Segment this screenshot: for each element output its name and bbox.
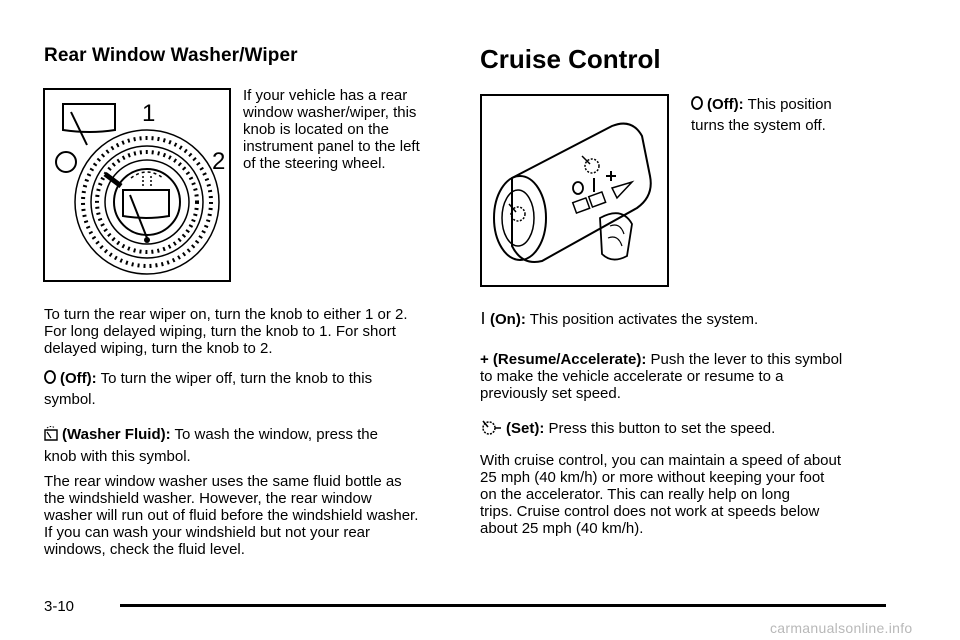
position-2-label: 2 xyxy=(212,148,226,175)
cruise-on-item: (On): This position activates the system. xyxy=(480,311,758,329)
watermark-text: carmanualsonline.info xyxy=(770,620,913,636)
cruise-resume-item: + (Resume/Accelerate): Push the lever to this symbol to make the vehicle accelerate or resume to a previously set speed. xyxy=(480,351,843,402)
off-circle-icon xyxy=(44,370,56,388)
cruise-set-item: (Set): Press this button to set the speed. xyxy=(480,418,775,440)
position-1-label: 1 xyxy=(142,100,156,127)
rear-wiper-intro: If your vehicle has a rear window washer/wiper, this knob is located on the instrument panel to the left of the steering wheel. xyxy=(243,87,420,172)
cruise-lever-illustration xyxy=(482,96,667,285)
cruise-off-item: (Off): This position turns the system off. xyxy=(691,96,832,135)
page-number: 3-10 xyxy=(44,598,75,615)
rear-wiper-heading: Rear Window Washer/Wiper xyxy=(44,45,298,66)
wiper-knob-illustration xyxy=(45,90,229,280)
cruise-control-heading: Cruise Control xyxy=(480,44,661,74)
rear-wiper-para2: The rear window washer uses the same fluid bottle as the windshield washer. However, the rear window washer will run out of fluid before the windshield washer. If you can wash your windshield but not your rear windows, check the fluid level. xyxy=(44,473,419,558)
off-circle-icon xyxy=(691,96,703,114)
washer-fluid-icon xyxy=(44,425,58,445)
on-bar-icon xyxy=(480,311,486,329)
cruise-para: With cruise control, you can maintain a speed of about 25 mph (40 km/h) or more without keeping your foot on the accelerator. This can really help on long trips. Cruise control does not work at speeds below about 25 mph (40 km/h). xyxy=(480,452,842,537)
set-speedometer-icon xyxy=(480,418,502,440)
cruise-control-lever-figure xyxy=(480,94,669,287)
rear-wiper-para1: To turn the rear wiper on, turn the knob to either 1 or 2. For long delayed wiping, turn the knob to 1. For short delayed wiping, turn the knob to 2. xyxy=(44,306,408,357)
rear-wiper-fluid-item: (Washer Fluid): To wash the window, press the knob with this symbol. xyxy=(44,425,378,465)
rear-wiper-off-item: (Off): To turn the wiper off, turn the knob to this symbol. xyxy=(44,370,373,409)
rear-wiper-knob-figure xyxy=(43,88,231,282)
footer-rule xyxy=(120,604,886,607)
